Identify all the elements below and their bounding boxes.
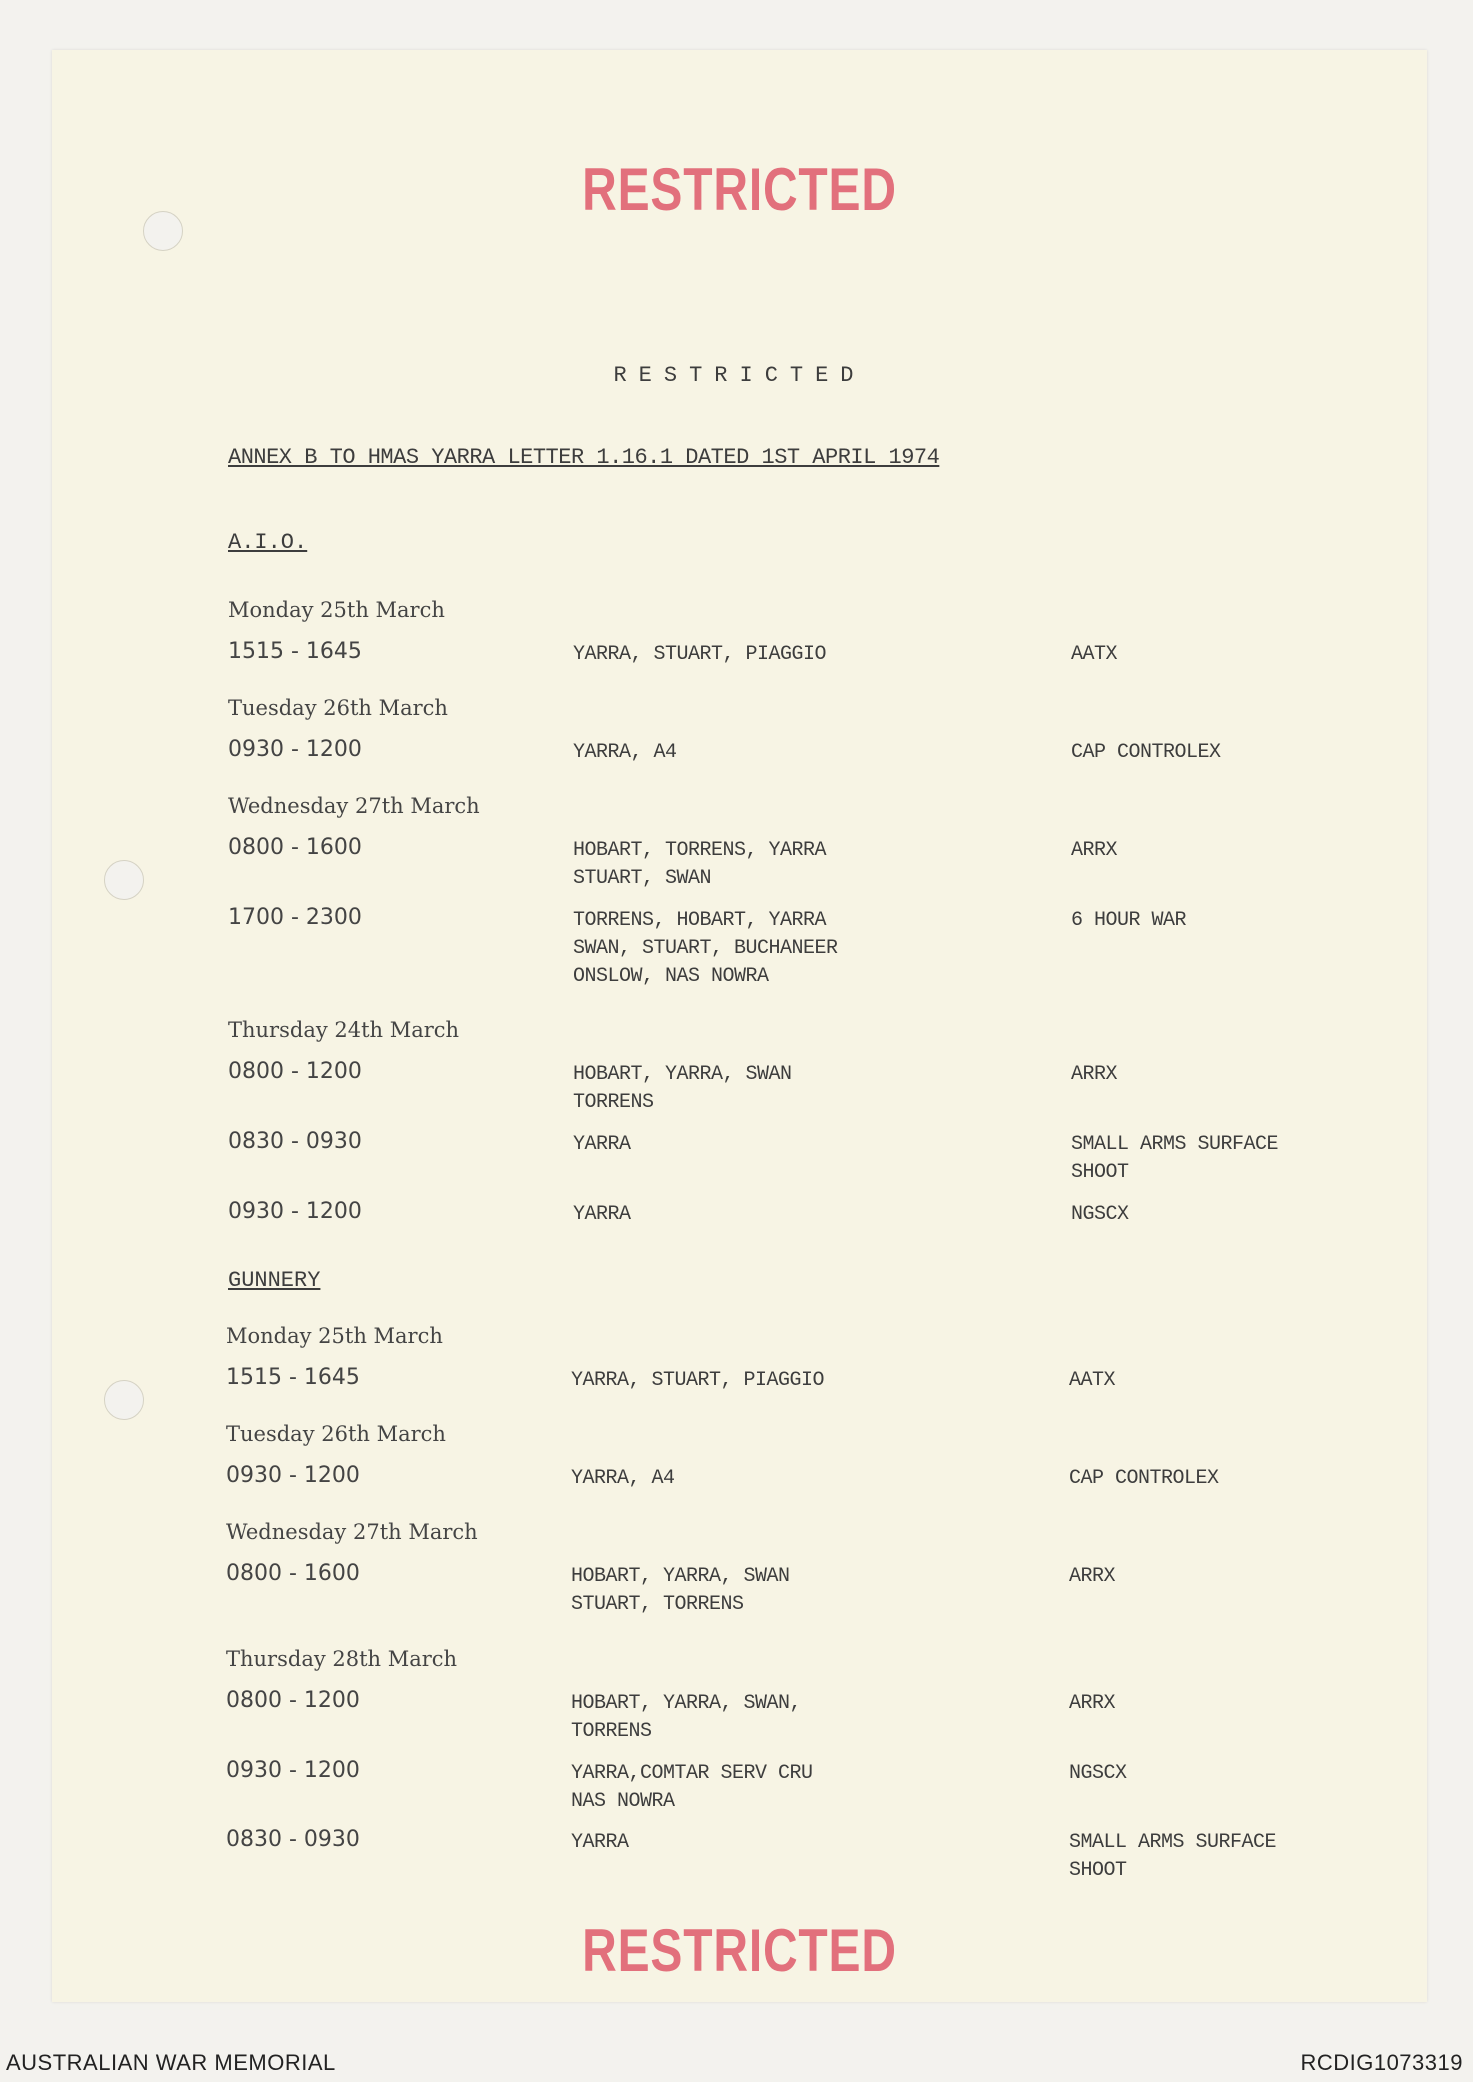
gunnery-day-thursday: Thursday 28th March bbox=[226, 1647, 458, 1671]
footer-record-id: RCDIG1073319 bbox=[1300, 2050, 1463, 2075]
aio-ships: YARRA bbox=[573, 1133, 631, 1156]
aio-day-monday: Monday 25th March bbox=[228, 598, 445, 622]
aio-exercise: AATX bbox=[1071, 643, 1118, 666]
punch-hole-lower bbox=[104, 1380, 144, 1420]
gunnery-ships: HOBART, YARRA, SWAN STUART, TORRENS bbox=[571, 1565, 790, 1616]
gunnery-exercise: SMALL ARMS SURFACE SHOOT bbox=[1069, 1831, 1277, 1882]
aio-exercise: SMALL ARMS SURFACE SHOOT bbox=[1071, 1133, 1279, 1184]
footer-source: AUSTRALIAN WAR MEMORIAL bbox=[6, 2050, 336, 2075]
document-page bbox=[52, 50, 1427, 2002]
gunnery-exercise: CAP CONTROLEX bbox=[1069, 1467, 1219, 1490]
punch-hole-middle bbox=[104, 860, 144, 900]
aio-time: 0930 - 1200 bbox=[228, 1199, 362, 1224]
gunnery-exercise: ARRX bbox=[1069, 1692, 1116, 1715]
gunnery-exercise: ARRX bbox=[1069, 1565, 1116, 1588]
gunnery-time: 0830 - 0930 bbox=[226, 1827, 360, 1852]
gunnery-time: 0800 - 1600 bbox=[226, 1561, 360, 1586]
aio-exercise: ARRX bbox=[1071, 1063, 1118, 1086]
gunnery-exercise: NGSCX bbox=[1069, 1762, 1127, 1785]
annex-title: ANNEX B TO HMAS YARRA LETTER 1.16.1 DATED 1ST APRIL 1974 bbox=[228, 445, 940, 470]
restricted-stamp-top: RESTRICTED bbox=[582, 156, 897, 223]
typed-restricted-heading: RESTRICTED bbox=[613, 363, 866, 388]
gunnery-day-tuesday: Tuesday 26th March bbox=[226, 1422, 446, 1446]
section-title-aio: A.I.O. bbox=[228, 530, 308, 555]
gunnery-ships: YARRA, A4 bbox=[571, 1467, 675, 1490]
aio-ships: YARRA bbox=[573, 1203, 631, 1226]
gunnery-ships: YARRA, STUART, PIAGGIO bbox=[571, 1369, 825, 1392]
punch-hole-top bbox=[143, 211, 183, 251]
section-title-gunnery: GUNNERY bbox=[228, 1268, 321, 1293]
gunnery-ships: YARRA bbox=[571, 1831, 629, 1854]
gunnery-day-monday: Monday 25th March bbox=[226, 1324, 443, 1348]
aio-time: 0800 - 1200 bbox=[228, 1059, 362, 1084]
aio-day-thursday: Thursday 24th March bbox=[228, 1018, 460, 1042]
aio-day-tuesday: Tuesday 26th March bbox=[228, 696, 448, 720]
aio-time: 0830 - 0930 bbox=[228, 1129, 362, 1154]
gunnery-ships: YARRA,COMTAR SERV CRU NAS NOWRA bbox=[571, 1762, 813, 1813]
aio-ships: HOBART, TORRENS, YARRA STUART, SWAN bbox=[573, 839, 827, 890]
aio-ships: HOBART, YARRA, SWAN TORRENS bbox=[573, 1063, 792, 1114]
aio-ships: YARRA, A4 bbox=[573, 741, 677, 764]
aio-time: 0800 - 1600 bbox=[228, 835, 362, 860]
aio-exercise: ARRX bbox=[1071, 839, 1118, 862]
aio-exercise: 6 HOUR WAR bbox=[1071, 909, 1187, 932]
restricted-stamp-bottom: RESTRICTED bbox=[582, 1917, 897, 1984]
aio-time: 1515 - 1645 bbox=[228, 639, 362, 664]
gunnery-ships: HOBART, YARRA, SWAN, TORRENS bbox=[571, 1692, 802, 1743]
gunnery-time: 1515 - 1645 bbox=[226, 1365, 360, 1390]
aio-exercise: CAP CONTROLEX bbox=[1071, 741, 1221, 764]
gunnery-exercise: AATX bbox=[1069, 1369, 1116, 1392]
aio-ships: YARRA, STUART, PIAGGIO bbox=[573, 643, 827, 666]
aio-day-wednesday: Wednesday 27th March bbox=[228, 794, 480, 818]
aio-time: 1700 - 2300 bbox=[228, 905, 362, 930]
gunnery-time: 0800 - 1200 bbox=[226, 1688, 360, 1713]
gunnery-day-wednesday: Wednesday 27th March bbox=[226, 1520, 478, 1544]
aio-exercise: NGSCX bbox=[1071, 1203, 1129, 1226]
aio-ships: TORRENS, HOBART, YARRA SWAN, STUART, BUCHANEER ONSLOW, NAS NOWRA bbox=[573, 909, 838, 988]
gunnery-time: 0930 - 1200 bbox=[226, 1463, 360, 1488]
gunnery-time: 0930 - 1200 bbox=[226, 1758, 360, 1783]
aio-time: 0930 - 1200 bbox=[228, 737, 362, 762]
